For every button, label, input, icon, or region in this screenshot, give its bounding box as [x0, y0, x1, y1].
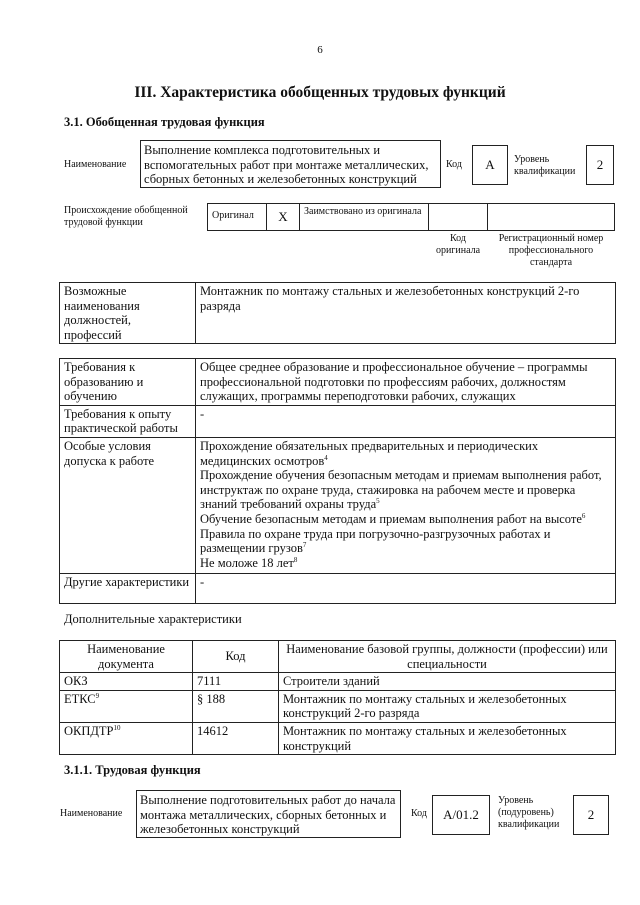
- special-condition-1: Прохождение обязательных предварительных и периодических медицинских осмотров$^4$: [200, 438, 539, 468]
- gen-func-name-value: Выполнение комплекса подготовительных и вспомогательных работ при монтаже металлических, сборных бетонных и железобетонных конструкций: [140, 140, 441, 188]
- additional-table: [59, 640, 616, 755]
- requirements-table: [59, 358, 616, 604]
- origin-borrowed-label: Заимствовано из оригинала: [299, 203, 429, 231]
- positions-table: [59, 282, 616, 344]
- positions-label: Возможные наименования должностей, профессий: [60, 283, 196, 344]
- origin-original-mark: Х: [266, 203, 300, 231]
- origin-code-caption: Код оригинала: [435, 233, 481, 256]
- row-doc: ОКПДТР: [64, 723, 114, 738]
- labor-func-level-value: 2: [573, 795, 609, 835]
- experience-label: Требования к опыту практической работы: [60, 405, 196, 437]
- experience-value: -: [196, 405, 616, 437]
- footnote-ref: 10: [113, 723, 121, 732]
- additional-col-code: Код: [193, 641, 279, 673]
- origin-label: Происхождение обобщенной трудовой функции: [64, 205, 188, 228]
- origin-original-label: Оригинал: [212, 210, 254, 221]
- origin-regnum-caption: Регистрационный номер профессионального стандарта: [498, 233, 604, 268]
- row-code: 7111: [193, 673, 279, 691]
- footnote-ref: 9: [95, 691, 100, 700]
- other-label: Другие характеристики: [60, 573, 196, 603]
- row-name: Монтажник по монтажу стальных и железобетонных конструкций 2-го разряда: [279, 690, 616, 722]
- row-name: Монтажник по монтажу стальных и железобетонных конструкций: [279, 722, 616, 754]
- row-doc: ОКЗ: [64, 674, 88, 689]
- other-value: -: [196, 573, 616, 603]
- table-row: [60, 690, 616, 722]
- origin-code-cell: [428, 203, 488, 231]
- special-condition-5: Не моложе 18 лет$^8$: [200, 555, 298, 570]
- gen-func-code-label: Код: [446, 159, 462, 170]
- labor-func-code-value: А/01.2: [432, 795, 490, 835]
- gen-func-level-label: Уровень квалификации: [514, 154, 576, 177]
- footnote-ref: 7: [302, 540, 307, 549]
- special-condition-3: Обучение безопасным методам и приемам выполнения работ на высоте$^6$: [200, 511, 586, 526]
- row-code: 14612: [193, 722, 279, 754]
- additional-col-name: Наименование базовой группы, должности (профессии) или специальности: [279, 641, 616, 673]
- additional-col-doc: Наименование документа: [60, 641, 193, 673]
- education-label: Требования к образованию и обучению: [60, 359, 196, 406]
- gen-func-level-value: 2: [586, 145, 614, 185]
- gen-func-name-label: Наименование: [64, 159, 127, 170]
- section-title: III. Характеристика обобщенных трудовых функций: [134, 84, 506, 101]
- special-conditions-value: [196, 437, 616, 573]
- origin-regnum-cell: [487, 203, 615, 231]
- special-condition-2: Прохождение обучения безопасным методам и приемам выполнения работ, инструктаж по охране труда, стажировка на рабочем месте и проверка знаний требований охраны труда$^5$: [200, 468, 602, 512]
- generalized-function-heading: 3.1. Обобщенная трудовая функция: [64, 115, 265, 129]
- row-doc: ЕТКС: [64, 691, 96, 706]
- additional-title: Дополнительные характеристики: [64, 612, 242, 626]
- footnote-ref: 4: [324, 453, 328, 462]
- table-row: [60, 673, 616, 691]
- special-conditions-label: Особые условия допуска к работе: [60, 437, 196, 573]
- footnote-ref: 6: [581, 511, 586, 520]
- footnote-ref: 8: [293, 555, 298, 564]
- labor-func-code-label: Код: [411, 808, 427, 819]
- table-row: [60, 722, 616, 754]
- row-name: Строители зданий: [279, 673, 616, 691]
- row-code: § 188: [193, 690, 279, 722]
- labor-func-level-label: Уровень (подуровень) квалификации: [498, 795, 560, 830]
- labor-func-name-value: Выполнение подготовительных работ до начала монтажа металлических, сборных бетонных и железобетонных конструкций: [136, 790, 401, 838]
- positions-value: Монтажник по монтажу стальных и железобетонных конструкций 2-го разряда: [196, 283, 616, 344]
- gen-func-code-value: А: [472, 145, 508, 185]
- education-value: Общее среднее образование и профессиональное обучение – программы профессиональной подготовки по профессиям рабочих, должностям служащих, программы переподготовки рабочих, служащих: [196, 359, 616, 406]
- labor-function-heading: 3.1.1. Трудовая функция: [64, 763, 201, 777]
- labor-func-name-label: Наименование: [60, 808, 123, 819]
- footnote-ref: 5: [376, 497, 380, 506]
- special-condition-4: Правила по охране труда при погрузочно-разгрузочных работах и размещении грузов$^7$: [200, 526, 551, 556]
- page-number: 6: [317, 44, 323, 56]
